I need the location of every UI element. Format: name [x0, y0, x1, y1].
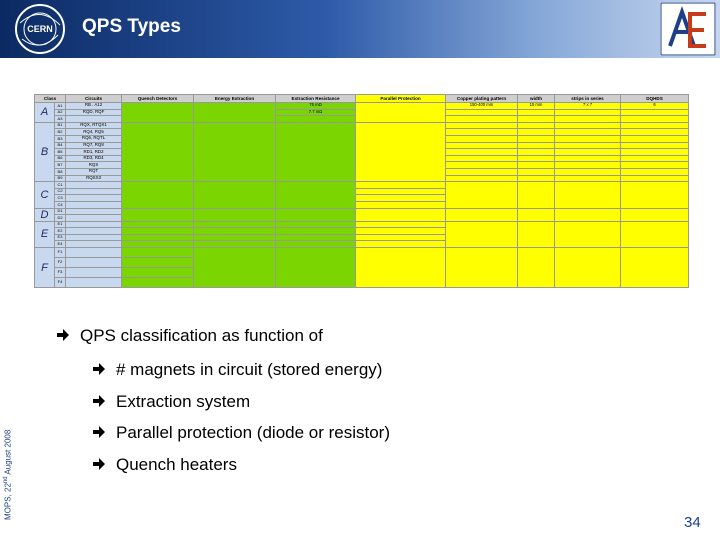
circuit-cell: RD3, RD4 [66, 155, 122, 162]
class-cell: E [35, 221, 55, 247]
class-cell: B [35, 122, 55, 181]
table-row [35, 122, 689, 129]
subclass-cell: C1 [55, 182, 66, 189]
er-cell: 7.7 mΩ [276, 109, 356, 116]
width-cell: 15 mm [518, 103, 555, 110]
slide-header [0, 0, 720, 58]
subclass-cell: E1 [55, 221, 66, 228]
col-header-width: width [518, 95, 555, 103]
er-cell [276, 122, 356, 181]
qd-cell [122, 122, 194, 181]
qd-cell [122, 103, 194, 123]
strips-cell [555, 109, 621, 116]
col-header-class: Class [35, 95, 66, 103]
side-footer-note: MOPS, 22nd August 2008 [3, 429, 13, 520]
dqhds-cell [621, 109, 689, 116]
subclass-cell: A2 [55, 109, 66, 116]
table-row [35, 182, 689, 189]
arrow-right-icon [92, 457, 106, 471]
subclass-cell: E3 [55, 234, 66, 241]
subclass-cell: A3 [55, 116, 66, 123]
circuit-cell: RQD, RQF [66, 109, 122, 116]
slide-title: QPS Types [82, 16, 181, 37]
bullet-item [92, 392, 250, 412]
circuit-cell: RQSX3 [66, 175, 122, 182]
width-cell [518, 122, 555, 129]
subclass-cell: F4 [55, 278, 66, 288]
cu-cell: 150-400 mm [446, 103, 518, 110]
bullet-main [56, 326, 323, 346]
page-number: 34 [684, 514, 701, 531]
table-row [35, 103, 689, 110]
col-header-strips: strips in series [555, 95, 621, 103]
col-header-copper-plating: Copper plating pattern [446, 95, 518, 103]
subclass-cell: B3 [55, 135, 66, 142]
subclass-cell: D2 [55, 215, 66, 222]
width-cell [518, 116, 555, 123]
table-row [35, 208, 689, 215]
circuit-cell: RB . A12 [66, 103, 122, 110]
subclass-cell: B4 [55, 142, 66, 149]
class-cell: C [35, 182, 55, 208]
table-row [35, 248, 689, 258]
bullet-item-text: Parallel protection (diode or resistor) [116, 423, 391, 442]
aeg-logo-icon [660, 2, 716, 56]
circuit-cell: RQX, RTQX1 [66, 122, 122, 129]
circuit-cell: RD1, RD2 [66, 149, 122, 156]
subclass-cell: F3 [55, 268, 66, 278]
col-header-dqhds: DQHDS [621, 95, 689, 103]
dqhds-cell [621, 122, 689, 129]
circuit-cell: RQ4, RQ5 [66, 129, 122, 136]
arrow-right-icon [92, 394, 106, 408]
class-cell: D [35, 208, 55, 221]
bullet-item [92, 455, 237, 475]
subclass-cell: B7 [55, 162, 66, 169]
cern-logo-text: CERN [27, 24, 53, 34]
subclass-cell: B6 [55, 155, 66, 162]
cu-cell [446, 122, 518, 129]
circuit-cell: RQT [66, 168, 122, 175]
subclass-cell: F1 [55, 248, 66, 258]
arrow-right-icon [56, 328, 70, 342]
subclass-cell: B2 [55, 129, 66, 136]
subclass-cell: C3 [55, 195, 66, 202]
bullet-item-text: Quench heaters [116, 455, 237, 474]
circuit-cell [66, 116, 122, 123]
class-cell: F [35, 248, 55, 288]
col-header-parallel-protection: Parallel Protection [356, 95, 446, 103]
pp-cell [356, 103, 446, 123]
subclass-cell: E4 [55, 241, 66, 248]
col-header-quench-detectors: Quench Detectors [122, 95, 194, 103]
subclass-cell: C2 [55, 188, 66, 195]
cern-logo-icon [14, 3, 66, 55]
subclass-cell: B1 [55, 122, 66, 129]
class-cell: A [35, 103, 55, 123]
subclass-cell: D1 [55, 208, 66, 215]
circuit-cell: RQ7, RQ8 [66, 142, 122, 149]
subclass-cell: B8 [55, 168, 66, 175]
ee-cell [194, 122, 276, 181]
pp-cell [356, 122, 446, 181]
subclass-cell: C4 [55, 201, 66, 208]
cu-cell [446, 116, 518, 123]
qps-types-table [34, 94, 688, 288]
dqhds-cell [621, 116, 689, 123]
strips-cell: 7 x 7 [555, 103, 621, 110]
er-cell: 75 mΩ [276, 103, 356, 110]
subclass-cell: B5 [55, 149, 66, 156]
col-header-energy-extraction: Energy Extraction [194, 95, 276, 103]
dqhds-cell: 6 [621, 103, 689, 110]
bullet-item-text: Extraction system [116, 392, 251, 411]
table-header-row [35, 95, 689, 103]
col-header-extraction-resistance: Extraction Resistance [276, 95, 356, 103]
subclass-cell: E2 [55, 228, 66, 235]
bullet-item [92, 423, 390, 443]
cu-cell [446, 109, 518, 116]
width-cell [518, 109, 555, 116]
col-header-circuits: Circuits [66, 95, 122, 103]
er-cell [276, 116, 356, 123]
circuit-cell: RQS [66, 162, 122, 169]
ee-cell [194, 103, 276, 123]
subclass-cell: A1 [55, 103, 66, 110]
arrow-right-icon [92, 425, 106, 439]
subclass-cell: F2 [55, 258, 66, 268]
strips-cell [555, 116, 621, 123]
subclass-cell: B9 [55, 175, 66, 182]
bullet-item [92, 360, 382, 380]
bullet-main-text: QPS classification as function of [80, 326, 323, 345]
arrow-right-icon [92, 362, 106, 376]
circuit-cell: RQ6, RQTL [66, 135, 122, 142]
bullet-item-text: # magnets in circuit (stored energy) [116, 360, 383, 379]
strips-cell [555, 122, 621, 129]
table-row [35, 221, 689, 228]
